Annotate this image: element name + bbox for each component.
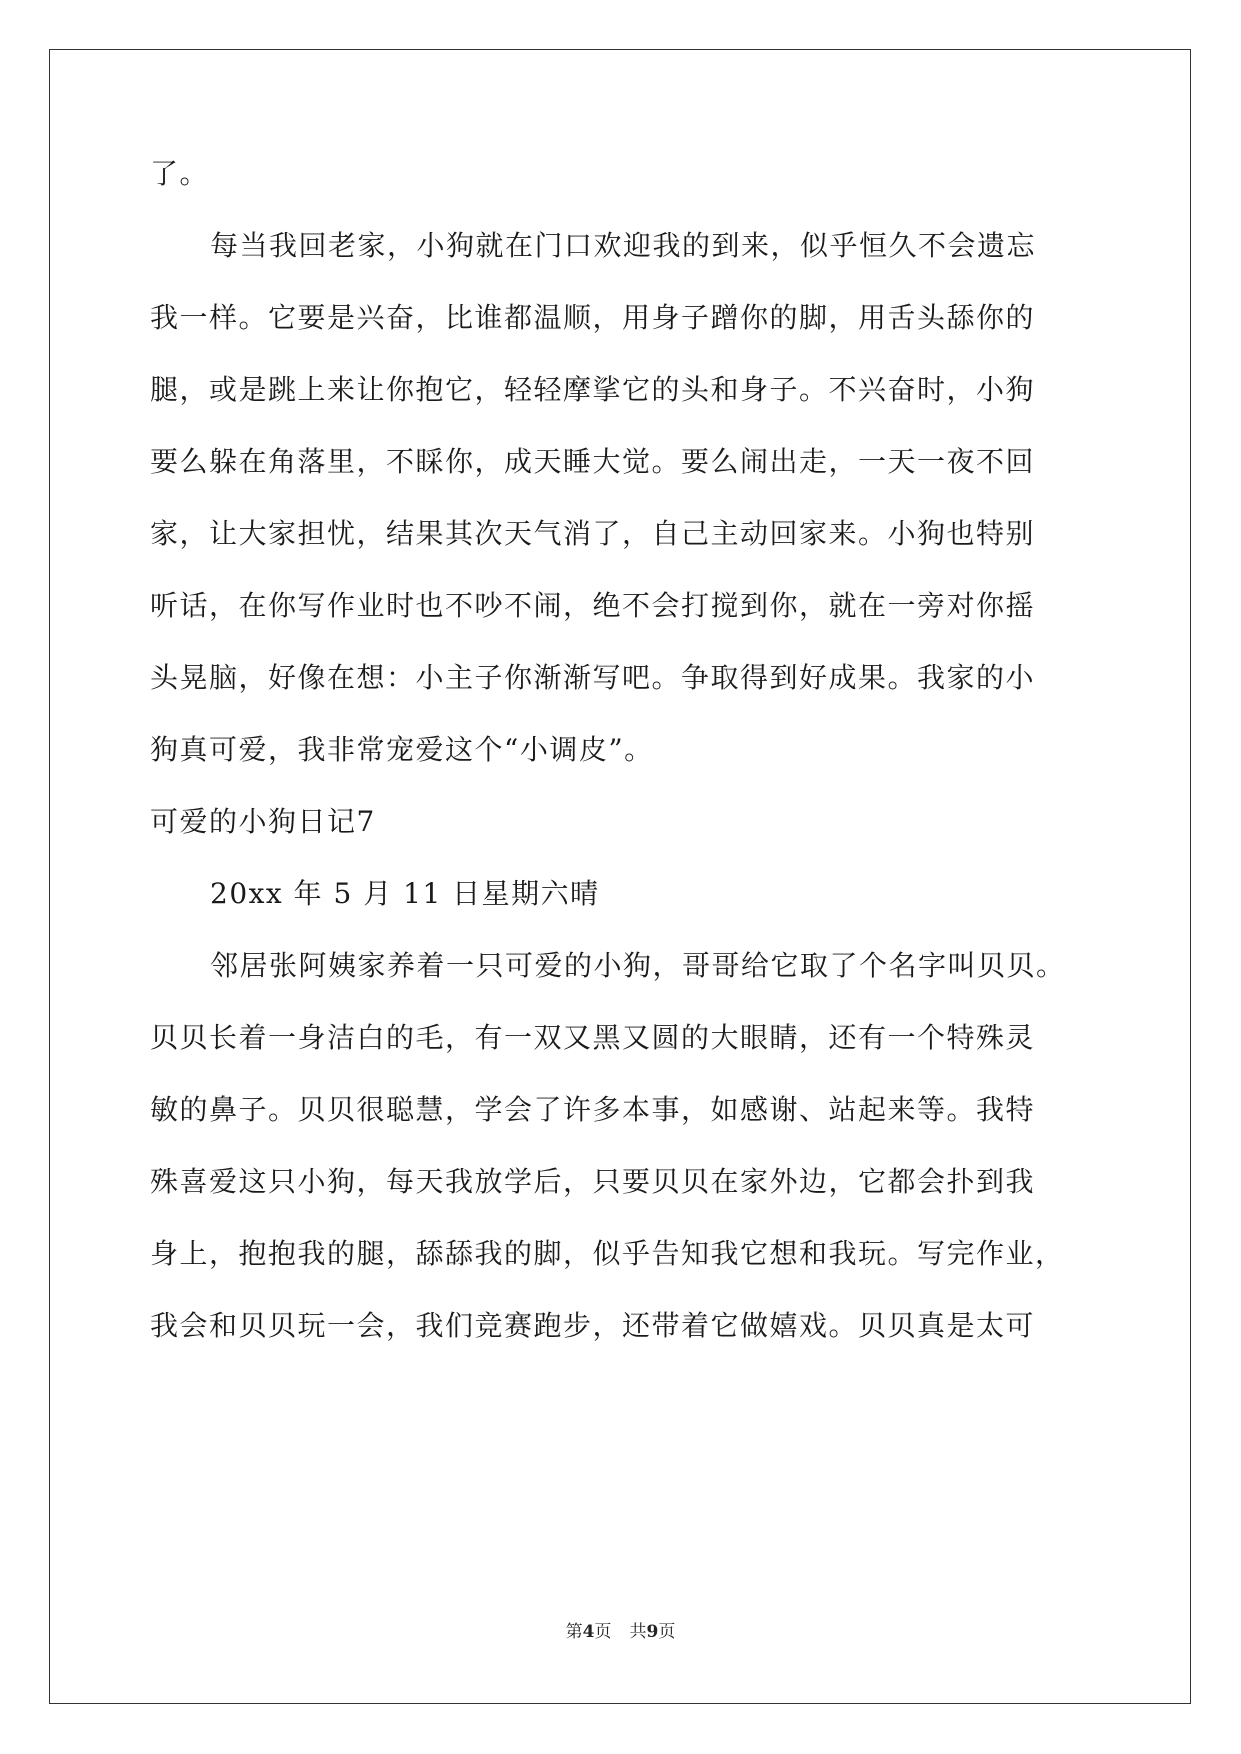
page-footer	[0, 1622, 1241, 1642]
total-pages: 9	[646, 1622, 659, 1642]
paragraph-start: 每当我回老家，小狗就在门口欢迎我的到来，似乎恒久不会遗忘	[210, 229, 1037, 262]
text-line: 敏的鼻子。贝贝很聪慧，学会了许多本事，如感谢、站起来等。我特	[150, 1093, 1036, 1126]
text-line: 要么躲在角落里，不睬你，成天睡大觉。要么闹出走，一天一夜不回	[150, 445, 1036, 478]
text-line: 贝贝长着一身洁白的毛，有一双又黑又圆的大眼睛，还有一个特殊灵	[150, 1021, 1036, 1054]
text-line: 我一样。它要是兴奋，比谁都温顺，用身子蹭你的脚，用舌头舔你的	[150, 301, 1036, 334]
text-line: 我会和贝贝玩一会，我们竞赛跑步，还带着它做嬉戏。贝贝真是太可	[150, 1309, 1036, 1342]
text-line: 身上，抱抱我的腿，舔舔我的脚，似乎告知我它想和我玩。写完作业，	[150, 1237, 1065, 1270]
text-line: 家，让大家担忧，结果其次天气消了，自己主动回家来。小狗也特别	[150, 517, 1036, 550]
page-prefix: 第	[565, 1622, 583, 1642]
text-line: 殊喜爱这只小狗，每天我放学后，只要贝贝在家外边，它都会扑到我	[150, 1165, 1036, 1198]
page-number: 4	[582, 1622, 595, 1642]
diary-date: 20xx 年 5 月 11 日星期六晴	[210, 877, 600, 910]
page-suffix: 页	[594, 1622, 612, 1642]
text-line: 头晃脑，好像在想：小主子你渐渐写吧。争取得到好成果。我家的小	[150, 661, 1036, 694]
paragraph-start: 邻居张阿姨家养着一只可爱的小狗，哥哥给它取了个名字叫贝贝。	[210, 949, 1066, 982]
text-line: 腿，或是跳上来让你抱它，轻轻摩挲它的头和身子。不兴奋时，小狗	[150, 373, 1036, 406]
text-line: 狗真可爱，我非常宠爱这个“小调皮”。	[150, 733, 654, 766]
section-heading: 可爱的小狗日记7	[150, 805, 376, 838]
text-line: 了。	[150, 157, 210, 190]
total-suffix: 页	[658, 1622, 676, 1642]
text-line: 听话，在你写作业时也不吵不闹，绝不会打搅到你，就在一旁对你摇	[150, 589, 1036, 622]
total-prefix: 共	[629, 1622, 647, 1642]
